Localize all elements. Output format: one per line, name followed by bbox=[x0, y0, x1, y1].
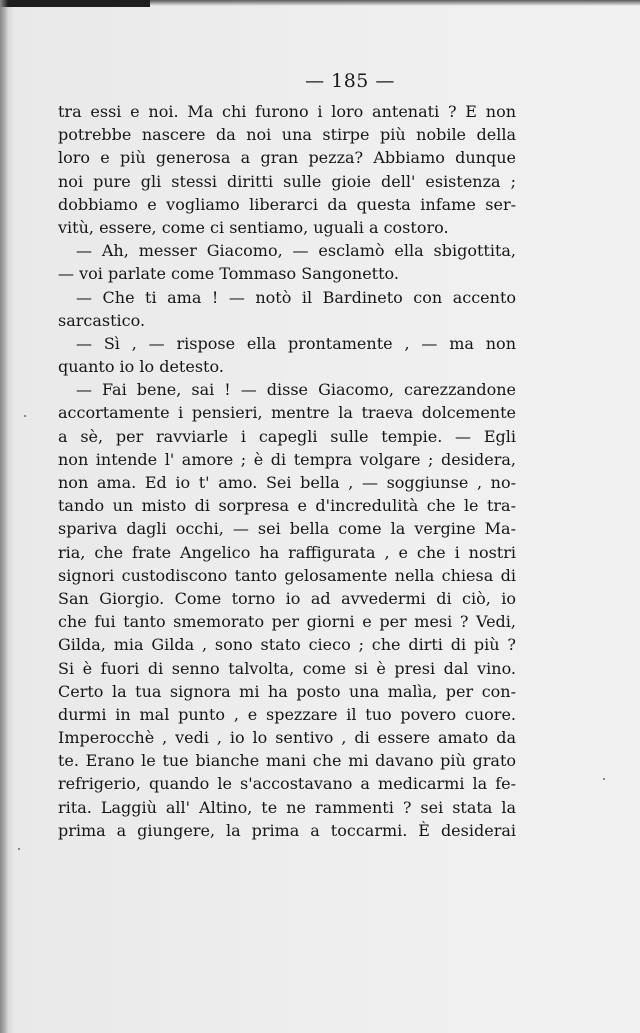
text-line: — voi parlate come Tommaso Sangonetto. bbox=[58, 264, 399, 284]
text-line: tando un misto di sorpresa e d'incredulità che le tra- bbox=[58, 496, 516, 516]
text-line: quanto io lo detesto. bbox=[58, 357, 224, 377]
text-line: durmi in mal punto , e spezzare il tuo povero cuore. bbox=[58, 704, 516, 724]
text-line: loro e più generosa a gran pezza? Abbiamo dunque bbox=[58, 148, 516, 168]
text-line: te. Erano le tue bianche mani che mi davano più grato bbox=[58, 751, 516, 771]
text-line: — Che ti ama ! — notò il Bardineto con accento bbox=[76, 287, 516, 307]
page-number: — 185 — bbox=[305, 70, 395, 92]
print-speck bbox=[603, 778, 605, 780]
page-binding-shadow bbox=[0, 0, 8, 1033]
text-line: — Ah, messer Giacomo, — esclamò ella sbigottita, bbox=[76, 241, 516, 261]
text-line: — Sì , — rispose ella prontamente , — ma non bbox=[76, 333, 516, 353]
text-line: ria, che frate Angelico ha raffigurata , e che i nostri bbox=[58, 542, 516, 562]
text-line: a sè, per ravviarle i capegli sulle tempie. — Egli bbox=[58, 426, 516, 446]
text-line: spariva dagli occhi, — sei bella come la vergine Ma- bbox=[58, 519, 516, 539]
text-line: accortamente i pensieri, mentre la traeva dolcemente bbox=[58, 403, 516, 423]
text-line: refrigerio, quando le s'accostavano a medicarmi la fe- bbox=[58, 774, 516, 794]
text-line: prima a giungere, la prima a toccarmi. È desiderai bbox=[58, 820, 516, 840]
page-top-dark-edge bbox=[0, 0, 150, 7]
text-line: signori custodiscono tanto gelosamente nella chiesa di bbox=[58, 565, 516, 585]
text-line: San Giorgio. Come torno io ad avvedermi di ciò, io bbox=[58, 588, 516, 608]
text-line: non ama. Ed io t' amo. Sei bella , — soggiunse , no- bbox=[58, 473, 516, 492]
text-line: potrebbe nascere da noi una stirpe più nobile della bbox=[58, 125, 516, 145]
text-line: non intende l' amore ; è di tempra volgare ; desidera, bbox=[58, 449, 516, 469]
text-line: Imperocchè , vedi , io lo sentivo , di essere amato da bbox=[58, 728, 516, 748]
text-line: vitù, essere, come ci sentiamo, uguali a costoro. bbox=[58, 217, 449, 237]
text-line: Gilda, mia Gilda , sono stato cieco ; che dirti di più ? bbox=[58, 635, 516, 655]
text-line: rita. Laggiù all' Altino, te ne rammenti ? sei stata la bbox=[58, 797, 516, 817]
text-line: sarcastico. bbox=[58, 310, 146, 330]
text-line: noi pure gli stessi diritti sulle gioie dell' esistenza ; bbox=[58, 171, 516, 191]
text-line: Certo la tua signora mi ha posto una malìa, per con- bbox=[58, 681, 516, 701]
print-speck bbox=[18, 848, 20, 850]
text-line: dobbiamo e vogliamo liberarci da questa infame ser- bbox=[58, 194, 516, 214]
text-line: tra essi e noi. Ma chi furono i loro antenati ? E non bbox=[58, 102, 516, 121]
text-line: che fui tanto smemorato per giorni e per mesi ? Vedi, bbox=[58, 612, 516, 632]
body-text bbox=[58, 100, 516, 842]
text-line: Si è fuori di senno talvolta, come si è presi dal vino. bbox=[58, 658, 516, 678]
text-line: — Fai bene, sai ! — disse Giacomo, carezzandone bbox=[76, 380, 516, 400]
print-speck bbox=[24, 415, 26, 417]
